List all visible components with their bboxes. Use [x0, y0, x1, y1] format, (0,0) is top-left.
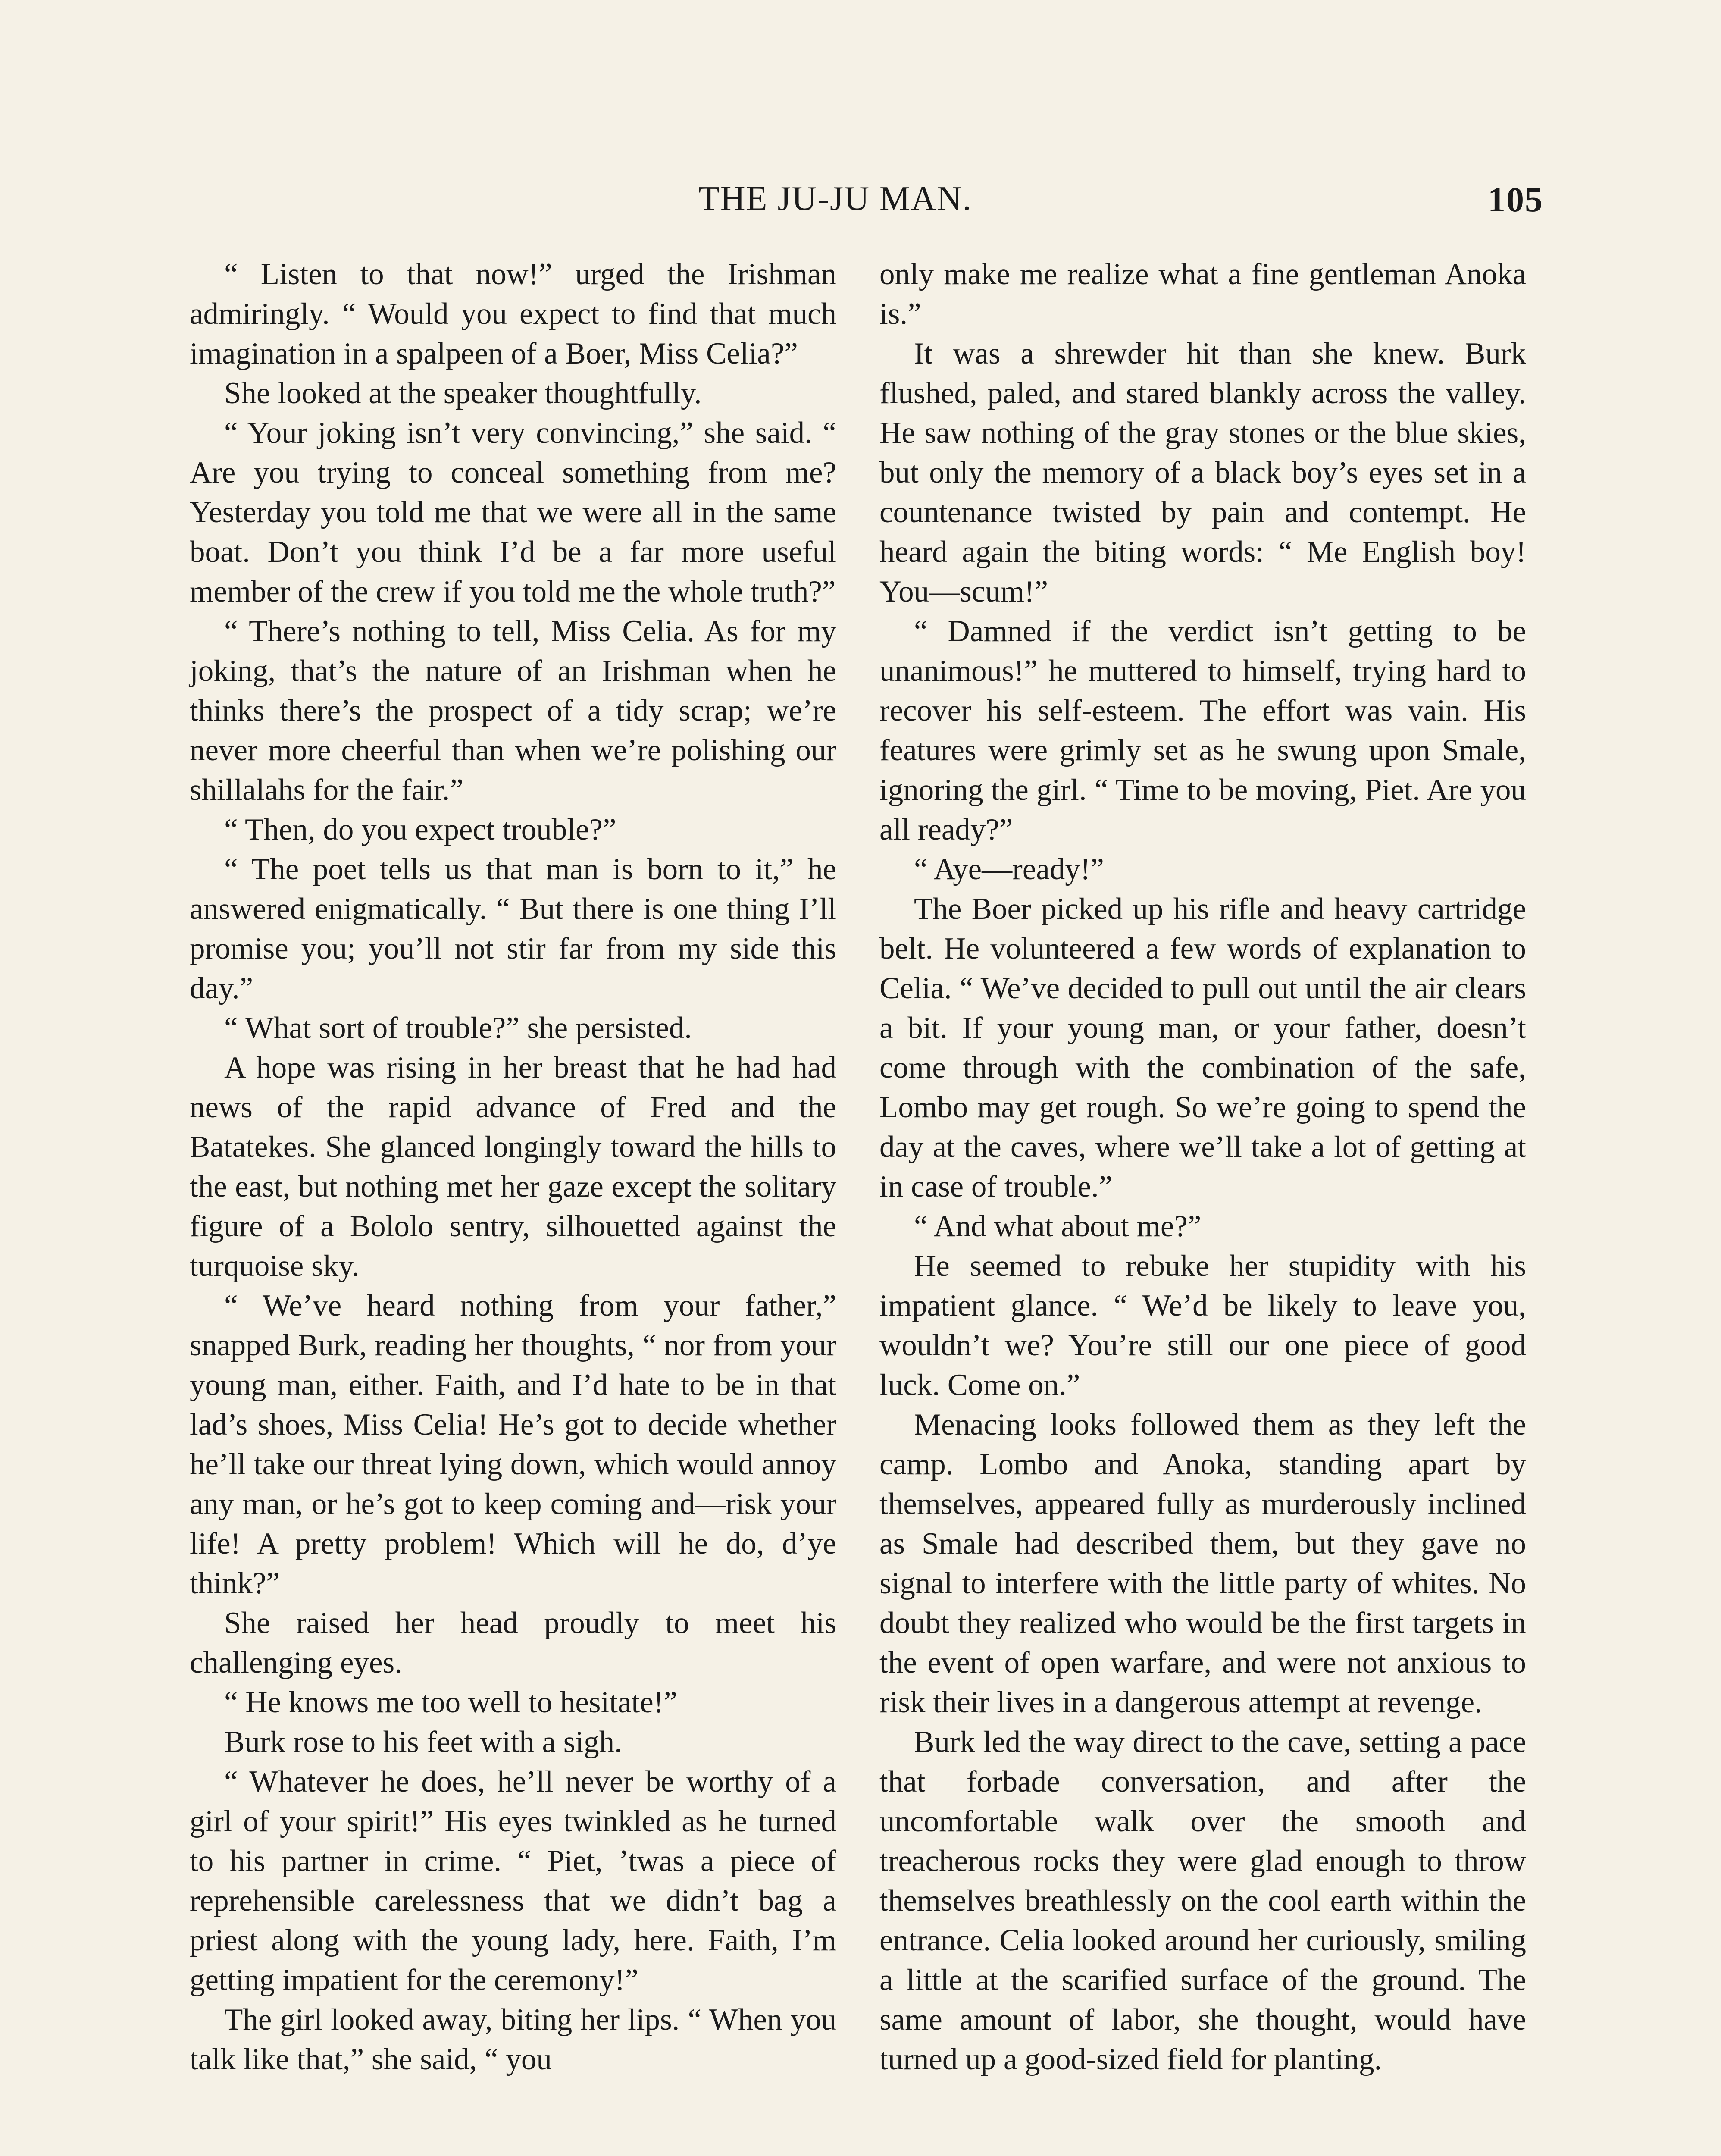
paragraph: She looked at the speaker thoughtfully. — [224, 376, 702, 410]
paragraph: “ Your joking isn’t very convincing,” she said. “ Are you trying to conceal something from me? Yesterday you told me that we were all in the same boat. Don’t you think I’d be a far more useful member of the crew if you told me the whole truth?” — [190, 416, 836, 608]
paragraph: “ What sort of trouble?” she persisted. — [224, 1011, 692, 1045]
right-column — [879, 254, 1526, 2079]
paragraph: “ We’ve heard nothing from your father,” snapped Burk, reading her thoughts, “ nor from your young man, either. Faith, and I’d hate to be in that lad’s shoes, Miss Celia! He’s got to decide whether he’ll take our threat lying down, which would annoy any man, or he’s got to keep coming and—risk your life! A pretty problem! Which will he do, d’ye think?” — [190, 1289, 836, 1600]
paragraph: Burk led the way direct to the cave, setting a pace that forbade conversation, and after the uncomfortable walk over the smooth and treacherous rocks they were glad enough to throw themselves breathlessly on the cool earth within the entrance. Celia looked around her curiously, smiling a little at the scarified surface of the ground. The same amount of labor, she thought, would have turned up a good-sized field for planting. — [879, 1725, 1526, 2076]
paragraph: She raised her head proudly to meet his challenging eyes. — [190, 1606, 836, 1680]
paragraph: “ Damned if the verdict isn’t getting to be unanimous!” he muttered to himself, trying hard to recover his self-esteem. The effort was vain. His features were grimly set as he swung upon Smale, ignoring the girl. “ Time to be moving, Piet. Are you all ready?” — [879, 614, 1526, 846]
paragraph: Menacing looks followed them as they left the camp. Lombo and Anoka, standing apart by themselves, appeared fully as murderously inclined as Smale had described them, but they gave no signal to interfere with the little party of whites. No doubt they realized who would be the first targets in the event of open warfare, and were not anxious to risk their lives in a dangerous attempt at revenge. — [879, 1408, 1526, 1719]
paragraph: “ And what about me?” — [914, 1210, 1202, 1243]
paragraph: “ The poet tells us that man is born to it,” he answered enigmatically. “ But there is one thing I’ll promise you; you’ll not stir far from my side this day.” — [190, 852, 836, 1005]
paragraph: “ Then, do you expect trouble?” — [224, 813, 616, 846]
paragraph: “ There’s nothing to tell, Miss Celia. As for my joking, that’s the nature of an Irishman when he thinks there’s the prospect of a tidy scrap; we’re never more cheerful than when we’re polishing our shillalahs for the fair.” — [190, 614, 836, 807]
continued-paragraph: only make me realize what a fine gentleman Anoka is.” — [879, 257, 1526, 331]
paragraph: The Boer picked up his rifle and heavy cartridge belt. He volunteered a few words of explanation to Celia. “ We’ve decided to pull out until the air clears a bit. If your young man, or your father, doesn’t come through with the combination of the safe, Lombo may get rough. So we’re going to spend the day at the caves, where we’ll take a lot of getting at in case of trouble.” — [879, 892, 1526, 1203]
page-number: 105 — [1488, 180, 1543, 219]
paragraph: It was a shrewder hit than she knew. Burk flushed, paled, and stared blankly across the valley. He saw nothing of the gray stones or the blue skies, but only the memory of a black boy’s eyes set in a countenance twisted by pain and contempt. He heard again the biting words: “ Me English boy! You—scum!” — [879, 337, 1526, 608]
paragraph: “ Aye—ready!” — [914, 852, 1104, 886]
paragraph: Burk rose to his feet with a sigh. — [224, 1725, 622, 1759]
running-title: THE JU-JU MAN. — [698, 180, 972, 218]
paragraph: He seemed to rebuke her stupidity with his impatient glance. “ We’d be likely to leave you, wouldn’t we? You’re still our one piece of good luck. Come on.” — [879, 1249, 1526, 1402]
left-column — [190, 254, 836, 2079]
paragraph: “ He knows me too well to hesitate!” — [224, 1686, 677, 1719]
paragraph: A hope was rising in her breast that he had had news of the rapid advance of Fred and the Batatekes. She glanced longingly toward the hills to the east, but nothing met her gaze except the solitary figure of a Bololo sentry, silhouetted against the turquoise sky. — [190, 1051, 836, 1283]
paragraph: “ Listen to that now!” urged the Irishman admiringly. “ Would you expect to find that much imagination in a spalpeen of a Boer, Miss Celia?” — [190, 257, 836, 370]
paragraph: The girl looked away, biting her lips. “ When you talk like that,” she said, “ you — [190, 2003, 836, 2076]
running-header — [190, 172, 1543, 232]
paragraph: “ Whatever he does, he’ll never be worthy of a girl of your spirit!” His eyes twinkled as he turned to his partner in crime. “ Piet, ’twas a piece of reprehensible carelessness that we didn’t bag a priest along with the young lady, here. Faith, I’m getting impatient for the ceremony!” — [190, 1765, 836, 1997]
